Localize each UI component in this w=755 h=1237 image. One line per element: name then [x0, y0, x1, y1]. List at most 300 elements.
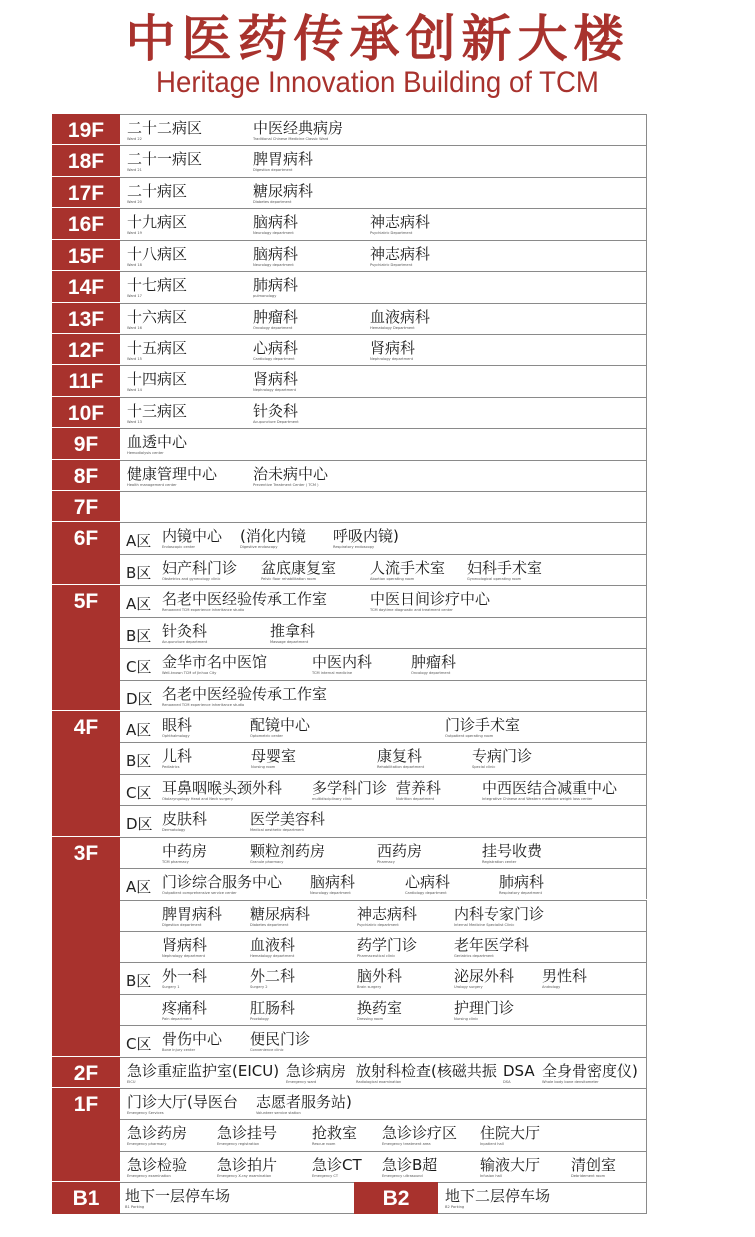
department-name: 门诊大厅(导医台 — [127, 1093, 238, 1112]
title-english: Heritage Innovation Building of TCM — [156, 66, 599, 99]
department-name-en: Diabetes department — [253, 199, 292, 204]
department-name: 二十病区 — [127, 181, 188, 200]
directory-row — [120, 177, 647, 208]
department-name: 住院大厅 — [480, 1124, 541, 1143]
department-name-en: Oncology department — [411, 671, 451, 676]
department-name-en: Convenience clinic — [250, 1048, 284, 1053]
department-name: 二十一病区 — [127, 150, 203, 169]
department-name-en: Dressing room — [357, 1016, 384, 1021]
department-name-en: Respiratory department — [499, 891, 542, 896]
department-name-en: Ward 16 — [127, 325, 142, 330]
department-entry — [480, 1124, 540, 1146]
department-name: 护理门诊 — [454, 998, 515, 1017]
department-entry — [411, 653, 456, 675]
floor-directory — [52, 114, 648, 1217]
department-name: 儿科 — [162, 747, 193, 766]
department-name-en: Digestion department — [162, 922, 202, 927]
floor-label: 2F — [73, 1061, 99, 1085]
department-name: 肿瘤科 — [253, 307, 299, 326]
department-name: 急诊拍片 — [217, 1155, 278, 1174]
department-name-en: Rescue room — [312, 1142, 336, 1147]
department-name: 名老中医经验传承工作室 — [162, 684, 328, 703]
department-entry — [382, 1124, 457, 1146]
department-name: 神志病科 — [370, 213, 431, 232]
department-name: 多学科门诊 — [312, 778, 388, 797]
department-name-en: Ward 18 — [127, 262, 142, 267]
department-name: 肾病科 — [162, 935, 208, 954]
department-name: 男性科 — [542, 967, 588, 986]
department-name-en: DSA — [503, 1079, 511, 1084]
department-entry — [405, 873, 450, 895]
title-chinese: 中医药传承创新大楼 — [125, 10, 630, 68]
department-name-en: Internal Medicine Specialist Clinic — [454, 922, 515, 927]
department-entry — [370, 559, 445, 581]
floor-block — [52, 837, 120, 1056]
department-name-en: Nephrology department — [370, 356, 414, 361]
department-name: 挂号收费 — [482, 841, 543, 860]
department-name: 血液病科 — [370, 307, 431, 326]
department-entry — [162, 559, 237, 581]
department-entry — [253, 150, 313, 172]
department-name: 血液科 — [250, 935, 296, 954]
department-name-en: Hematology Department — [370, 325, 415, 330]
department-name-en: Surgery 1 — [162, 985, 180, 990]
floor-label: 18F — [67, 150, 105, 174]
department-entry — [251, 747, 296, 769]
department-entry — [253, 339, 298, 361]
department-name-en: Ward 19 — [127, 231, 142, 236]
department-entry — [127, 213, 187, 235]
department-entry — [162, 873, 282, 895]
zone-label: A区 — [126, 720, 152, 739]
department-name: 神志病科 — [357, 904, 418, 923]
department-name-en: Optometric center — [250, 733, 283, 738]
department-entry — [454, 936, 529, 958]
department-name-en: Geriatrics department — [454, 953, 494, 958]
department-name-en: Outpatient comprehensive service center — [162, 891, 237, 896]
department-entry — [253, 245, 298, 267]
department-name: 十八病区 — [127, 244, 188, 263]
department-name: 脾胃病科 — [253, 150, 314, 169]
department-entry — [253, 119, 343, 141]
department-name-en: Surgery 2 — [250, 985, 268, 990]
department-name-en: Renowned TCM experience inheritance studio — [162, 702, 245, 707]
department-entry — [250, 810, 325, 832]
department-name: 医学美容科 — [250, 810, 326, 829]
department-name: 脑病科 — [253, 213, 299, 232]
department-name: 外一科 — [162, 967, 208, 986]
department-name: 药学门诊 — [357, 935, 418, 954]
department-name-en: Granule pharmacy — [250, 859, 284, 864]
department-name: 配镜中心 — [250, 715, 311, 734]
department-entry — [240, 527, 306, 549]
department-name: 十三病区 — [127, 401, 188, 420]
department-entry — [357, 999, 402, 1021]
department-name: 急诊药房 — [127, 1124, 188, 1143]
department-name-en: Pharmaceutical clinic — [357, 953, 396, 958]
department-name: 内科专家门诊 — [454, 904, 545, 923]
department-name-en: Brain surgery — [357, 985, 382, 990]
department-entry — [499, 873, 544, 895]
department-name-en: Preventive Treatment Center ( TCM ) — [253, 482, 319, 487]
department-entry — [162, 685, 327, 707]
department-name: 急诊CT — [312, 1155, 362, 1174]
department-name: 妇产科门诊 — [162, 558, 238, 577]
department-entry — [454, 967, 514, 989]
department-name: 金华市名中医馆 — [162, 653, 268, 672]
parking-name: 地下一层停车场 — [125, 1187, 231, 1206]
department-name-en: Neurology department — [310, 891, 351, 896]
zone-label: C区 — [126, 1035, 152, 1054]
zone-label: B区 — [126, 563, 152, 582]
department-entry — [162, 967, 207, 989]
zone-label: C区 — [126, 658, 152, 677]
floor-label: 8F — [73, 464, 99, 488]
department-entry — [162, 622, 207, 644]
department-name-en: Ward 13 — [127, 419, 142, 424]
department-entry — [480, 1156, 540, 1178]
department-entry — [377, 747, 424, 769]
zone-label: A区 — [126, 595, 152, 614]
department-entry — [127, 465, 217, 487]
department-name-en: Digestion department — [253, 168, 293, 173]
department-name-en: Emergency X-ray examination — [217, 1173, 272, 1178]
department-entry — [250, 1030, 310, 1052]
department-name: 中医内科 — [312, 653, 373, 672]
department-name: 盆底康复室 — [261, 558, 337, 577]
department-name-en: Gynecological operating room — [467, 576, 522, 581]
department-entry — [162, 590, 327, 612]
department-name: 肛肠科 — [250, 998, 296, 1017]
department-name-en: Nephrology department — [253, 388, 297, 393]
department-name: 康复科 — [377, 747, 423, 766]
department-name-en: Bone injury center — [162, 1048, 196, 1053]
department-name-en: Acupuncture Department — [253, 419, 299, 424]
department-name: 急诊诊疗区 — [382, 1124, 458, 1143]
department-name-en: Hemodialysis center — [127, 451, 164, 456]
department-name: 专病门诊 — [472, 747, 533, 766]
department-entry — [445, 716, 520, 738]
department-entry — [261, 559, 336, 581]
department-name: 西药房 — [377, 841, 423, 860]
department-entry — [250, 842, 325, 864]
department-name-en: Radiological examination — [356, 1079, 402, 1084]
department-name-en: Ward 20 — [127, 199, 142, 204]
department-name-en: Whole body bone densitometer — [542, 1079, 599, 1084]
department-name-en: Psychiatric department — [357, 922, 399, 927]
department-entry — [503, 1062, 535, 1084]
department-name-en: Rehabilitation department — [377, 765, 425, 770]
department-entry — [250, 967, 295, 989]
parking-entry — [125, 1187, 230, 1209]
department-name-en: Neurology department — [253, 262, 294, 267]
zone-label: B区 — [126, 752, 152, 771]
department-name-en: Pain department — [162, 1016, 192, 1021]
department-name-en: Hematology department — [250, 953, 295, 958]
department-name: 神志病科 — [370, 244, 431, 263]
floor-label: 10F — [67, 401, 105, 425]
department-name: 中医经典病房 — [253, 119, 344, 137]
department-name-en: Ward 22 — [127, 137, 142, 141]
department-name-en: Registration center — [482, 859, 517, 864]
department-name-en: Ward 21 — [127, 168, 142, 173]
department-entry — [127, 308, 187, 330]
zone-label: A区 — [126, 532, 152, 551]
department-name: 中医日间诊疗中心 — [370, 590, 491, 609]
department-name-en: Abortion operating room — [370, 576, 415, 581]
department-entry — [256, 1093, 352, 1115]
department-entry — [253, 276, 298, 298]
department-name-en: pulmonology — [253, 294, 277, 299]
floor-label-b1: B1 — [72, 1187, 100, 1211]
department-name: 推拿科 — [270, 621, 316, 640]
department-name-en: Traditional Chinese Medicine Classic Ward — [253, 137, 329, 141]
department-entry — [472, 747, 532, 769]
parking-name-en: B2 Parking — [445, 1205, 465, 1210]
department-entry — [253, 465, 328, 487]
department-entry — [370, 308, 430, 330]
department-name: 健康管理中心 — [127, 464, 218, 483]
department-name-en: Outpatient operating room — [445, 733, 494, 738]
department-name: 糖尿病科 — [253, 181, 314, 200]
department-name: DSA — [503, 1061, 535, 1080]
department-name-en: Infusion hall — [480, 1173, 502, 1178]
department-name: 耳鼻咽喉头颈外科 — [162, 778, 283, 797]
zone-label: C区 — [126, 783, 152, 802]
department-entry — [127, 1156, 187, 1178]
department-name-en: Acupuncture department — [162, 639, 208, 644]
department-entry — [217, 1156, 277, 1178]
department-entry — [127, 1093, 238, 1115]
department-name: 中药房 — [162, 841, 208, 860]
department-entry — [127, 1062, 279, 1084]
directory-row — [120, 365, 647, 396]
department-name: 输液大厅 — [480, 1155, 541, 1174]
department-name-en: Emergency registration — [217, 1142, 260, 1147]
department-name: 志愿者服务站) — [256, 1093, 352, 1112]
department-name: 肿瘤科 — [411, 653, 457, 672]
department-name-en: Respiratory endoscopy — [333, 545, 375, 550]
parking-name-en: B1 Parking — [125, 1205, 145, 1210]
department-name-en: Endoscopic center — [162, 545, 196, 550]
department-entry — [127, 150, 202, 172]
department-name-en: Emergency Services — [127, 1111, 164, 1116]
department-entry — [253, 213, 298, 235]
department-entry — [312, 1156, 362, 1178]
department-name: 中西医结合减重中心 — [482, 778, 618, 797]
department-name: 急诊病房 — [286, 1061, 347, 1080]
directory-row — [120, 271, 647, 302]
department-entry — [253, 370, 298, 392]
department-entry — [310, 873, 355, 895]
department-entry — [370, 245, 430, 267]
department-name: 十五病区 — [127, 338, 188, 357]
department-name: 针灸科 — [253, 401, 299, 420]
department-name-en: Ward 14 — [127, 388, 142, 393]
floor-label: 9F — [73, 433, 99, 457]
department-entry — [250, 936, 295, 958]
zone-label: D区 — [126, 689, 153, 708]
department-name-en: Nutrition department — [396, 796, 435, 801]
department-name-en: Urology surgery — [454, 985, 483, 990]
floor-label: 19F — [67, 119, 105, 142]
department-name: 呼吸内镜) — [333, 527, 399, 546]
department-name-en: Psychiatric Department — [370, 262, 413, 267]
department-entry — [250, 999, 295, 1021]
department-entry — [127, 433, 187, 455]
department-entry — [467, 559, 542, 581]
department-entry — [253, 308, 298, 330]
department-entry — [370, 339, 415, 361]
floor-label: 1F — [73, 1093, 99, 1117]
department-entry — [162, 527, 222, 549]
department-name-en: Special clinic — [472, 765, 496, 770]
department-name: 母婴室 — [251, 747, 297, 766]
department-name: 门诊手术室 — [445, 715, 521, 734]
department-entry — [357, 936, 417, 958]
zone-label: A区 — [126, 878, 152, 897]
department-name: 泌尿外科 — [454, 967, 515, 986]
department-entry — [312, 653, 372, 675]
department-name: 名老中医经验传承工作室 — [162, 590, 328, 609]
department-entry — [162, 810, 207, 832]
directory-row — [120, 491, 647, 522]
department-name-en: Otolaryngology Head and Neck surgery — [162, 796, 233, 801]
zone-label: B区 — [126, 626, 152, 645]
department-name-en: Ward 17 — [127, 294, 142, 299]
department-entry — [127, 119, 202, 141]
department-name: 人流手术室 — [370, 558, 446, 577]
department-name: 全身骨密度仪) — [542, 1061, 638, 1080]
department-name-en: Diabetes department — [250, 922, 289, 927]
department-name: 眼科 — [162, 715, 193, 734]
department-name: 老年医学科 — [454, 935, 530, 954]
department-entry — [454, 999, 514, 1021]
floor-label: 14F — [67, 276, 105, 300]
department-name: 便民门诊 — [250, 1030, 311, 1049]
department-name: 清创室 — [571, 1155, 617, 1174]
department-name-en: TCM pharmacy — [162, 859, 189, 864]
department-name-en: Cardiology department — [405, 891, 447, 896]
department-entry — [571, 1156, 616, 1178]
floor-label: 11F — [68, 370, 104, 394]
floor-label: 17F — [67, 181, 105, 205]
department-entry — [162, 905, 222, 927]
department-name-en: Emergency ultrasound — [382, 1173, 423, 1178]
department-name-en: Inpatient hall — [480, 1142, 504, 1147]
department-name-en: Debridement room — [571, 1173, 606, 1178]
department-name: 脑外科 — [357, 967, 403, 986]
department-name: 肾病科 — [253, 370, 299, 389]
department-entry — [162, 716, 192, 738]
department-entry — [377, 842, 422, 864]
department-entry — [127, 1124, 187, 1146]
department-name: 十九病区 — [127, 213, 188, 232]
department-entry — [253, 182, 313, 204]
department-entry — [370, 590, 490, 612]
department-name: 颗粒剂药房 — [250, 841, 326, 860]
department-entry — [162, 999, 207, 1021]
directory-row — [120, 397, 647, 428]
department-entry — [356, 1062, 497, 1084]
department-entry — [357, 967, 402, 989]
department-entry — [250, 905, 310, 927]
floor-label: 4F — [73, 715, 99, 739]
department-name: 脑病科 — [253, 244, 299, 263]
department-name: 针灸科 — [162, 621, 208, 640]
department-name-en: Volunteer service station — [256, 1111, 301, 1116]
department-entry — [127, 402, 187, 424]
department-name-en: Ward 15 — [127, 356, 142, 361]
department-entry — [162, 1030, 222, 1052]
department-entry — [454, 905, 544, 927]
department-name: 急诊重症监护室(EICU) — [127, 1061, 280, 1080]
floor-label: 13F — [67, 307, 105, 331]
floor-label: 5F — [73, 590, 99, 614]
department-name: 肺病科 — [499, 873, 545, 892]
department-name: 血透中心 — [127, 433, 188, 452]
department-name: 皮肤科 — [162, 810, 208, 829]
department-name: 急诊检验 — [127, 1155, 188, 1174]
department-name-en: Proctology — [250, 1016, 269, 1021]
department-name-en: Psychiatric Department — [370, 231, 413, 236]
department-entry — [127, 182, 187, 204]
department-entry — [162, 779, 282, 801]
department-name-en: Digestive endoscopy — [240, 545, 278, 550]
department-entry — [312, 1124, 357, 1146]
department-name-en: Health management center — [127, 482, 177, 487]
department-entry — [370, 213, 430, 235]
department-name-en: Obstetrics and gynecology clinic — [162, 576, 221, 581]
department-entry — [542, 967, 587, 989]
department-name-en: Pelvic floor rehabilitation room — [261, 576, 317, 581]
department-name: 二十二病区 — [127, 119, 203, 137]
department-name-en: Oncology department — [253, 325, 293, 330]
department-name-en: Cardiology department — [253, 356, 295, 361]
department-entry — [127, 245, 187, 267]
department-entry — [127, 339, 187, 361]
department-name: 肺病科 — [253, 276, 299, 295]
floor-label: 7F — [73, 496, 99, 520]
department-name-en: Massage department — [270, 639, 309, 644]
department-name: 门诊综合服务中心 — [162, 873, 283, 892]
department-entry — [270, 622, 315, 644]
department-name-en: Nursing room — [251, 765, 276, 770]
department-name-en: Renowned TCM experience inheritance studio — [162, 608, 245, 613]
department-name-en: Well-known TCM of Jinhua City — [162, 671, 217, 676]
department-name: 脾胃病科 — [162, 904, 223, 923]
zone-label: B区 — [126, 972, 152, 991]
floor-label: 15F — [67, 244, 105, 268]
department-name-en: Ophthalmology — [162, 733, 190, 738]
department-name: 急诊挂号 — [217, 1124, 278, 1143]
department-name: 内镜中心 — [162, 527, 223, 546]
floor-label-b2: B2 — [382, 1187, 410, 1211]
department-entry — [357, 905, 417, 927]
department-name: 急诊B超 — [382, 1155, 438, 1174]
department-name: (消化内镜 — [240, 527, 306, 546]
parking-name: 地下二层停车场 — [445, 1187, 551, 1206]
department-name-en: EICU — [127, 1079, 136, 1084]
department-name: 十四病区 — [127, 370, 188, 389]
department-name: 骨伤中心 — [162, 1030, 223, 1049]
department-name-en: Pediatrics — [162, 765, 180, 770]
zone-label: D区 — [126, 815, 153, 834]
department-name: 抢救室 — [312, 1124, 358, 1143]
department-name: 放射科检查(核磁共振 — [356, 1061, 497, 1080]
parking-entry — [445, 1187, 550, 1209]
department-name-en: Pharmacy — [377, 859, 395, 864]
